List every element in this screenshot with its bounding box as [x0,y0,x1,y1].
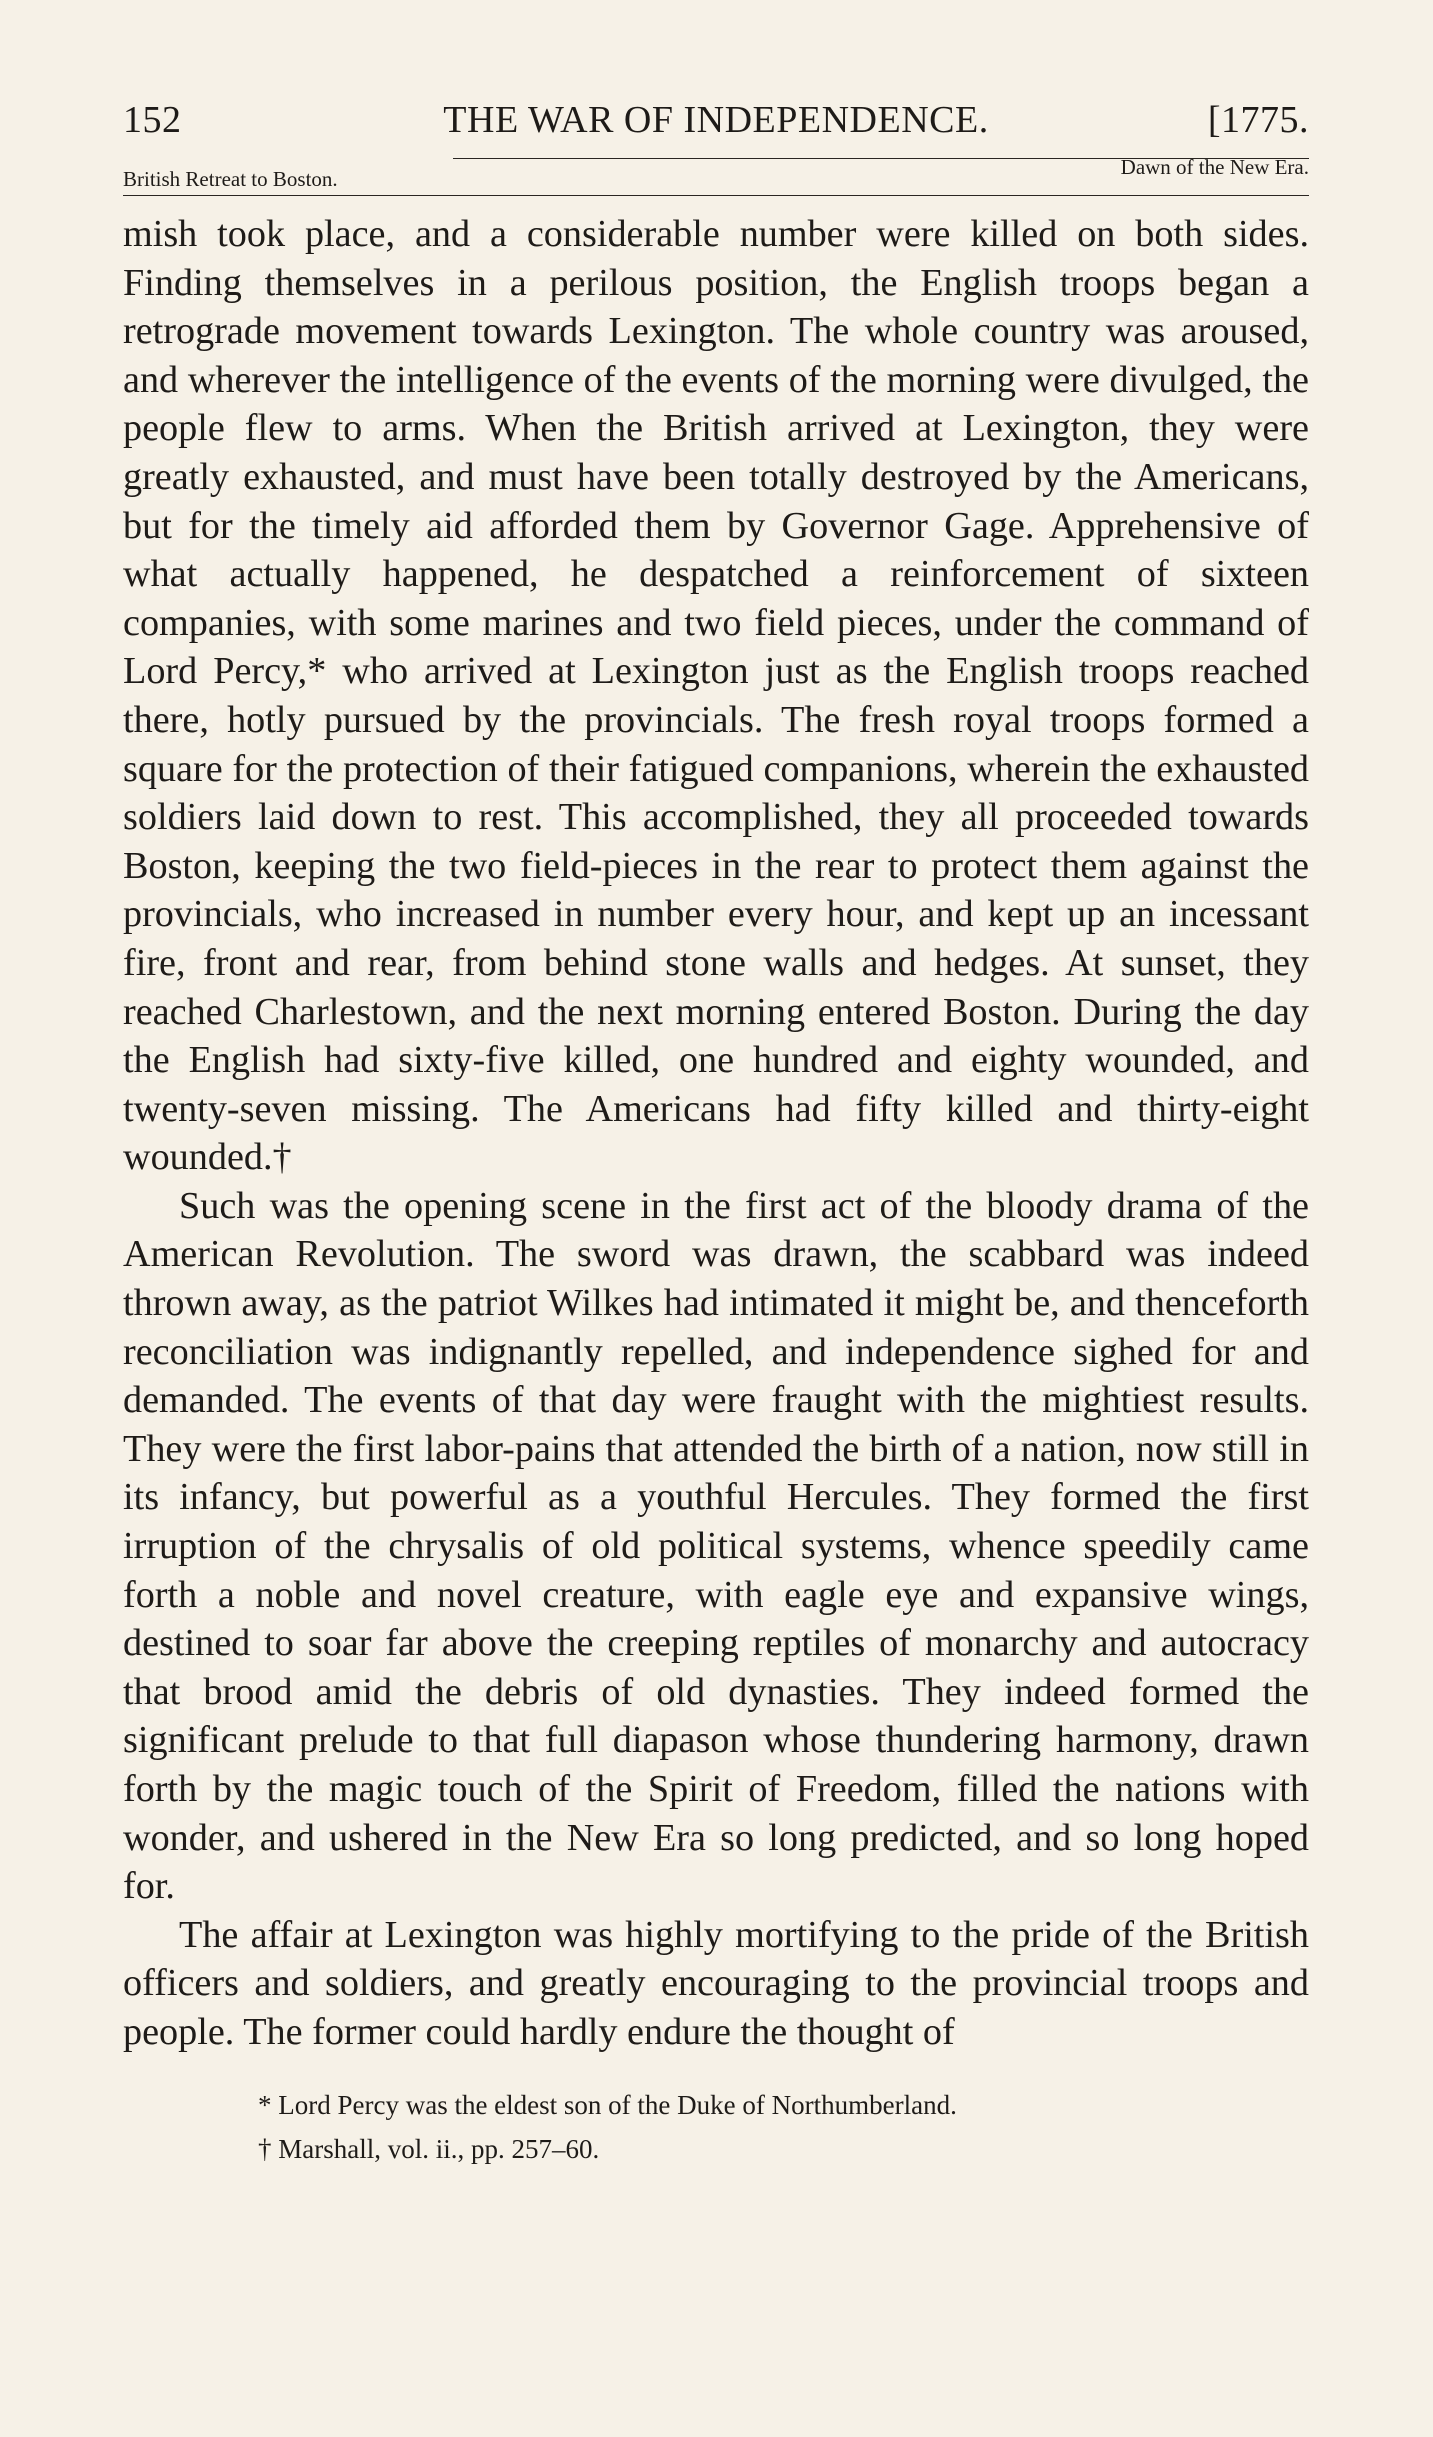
footnote-marshall: † Marshall, vol. ii., pp. 257–60. [258,2133,600,2164]
page-number: 152 [123,99,182,141]
subhead-left: British Retreat to Boston. [123,167,338,191]
paragraph-opening-scene: Such was the opening scene in the first act of the bloody drama of the American Revolution. The sword was drawn, the scabbard was indeed thrown away, as the patriot Wilkes had intimated it might be, and thenceforth reconciliation was indignantly repelled, and independence sighed for and demanded. The events of that day were fraught with the mightiest results. They were the first labor-pains that attended the birth of a nation, now still in its infancy, but powerful as a youthful Hercules. They formed the first irruption of the chrysalis of old political systems, whence speedily came forth a noble and novel creature, with eagle eye and expansive wings, destined to soar far above the creeping reptiles of monarchy and autocracy that brood amid the debris of old dynasties. They indeed formed the significant prelude to that full diapason whose thundering harmony, drawn forth by the magic touch of the Spirit of Freedom, filled the nations with wonder, and ushered in the New Era so long predicted, and so long hoped for. [123,1184,1309,1908]
footnotes [123,2083,1309,2171]
paragraph-lexington-affair: The affair at Lexington was highly mortifying to the pride of the British officers and soldiers, and greatly encouraging to the provincial troops and people. The former could hardly endure the thought of [123,1913,1309,2053]
body-text [123,210,1309,2057]
paragraph-continued: mish took place, and a considerable number were killed on both sides. Finding themselves in a perilous position, the English troops began a retrograde movement towards Lexington. The whole country was aroused, and wherever the intelligence of the events of the morning were divulged, the people flew to arms. When the British arrived at Lexington, they were greatly exhausted, and must have been totally destroyed by the Americans, but for the timely aid afforded them by Governor Gage. Apprehensive of what actually happened, he despatched a reinforcement of sixteen companies, with some marines and two field pieces, under the command of Lord Percy,* who arrived at Lexington just as the English troops reached there, hotly pursued by the provincials. The fresh royal troops formed a square for the protection of their fatigued companions, wherein the exhausted soldiers laid down to rest. This accomplished, they all proceeded towards Boston, keeping the two field-pieces in the rear to protect them against the provincials, who increased in number every hour, and kept up an incessant fire, front and rear, from behind stone walls and hedges. At sunset, they reached Charlestown, and the next morning entered Boston. During the day the English had sixty-five killed, one hundred and eighty wounded, and twenty-seven missing. The Americans had fifty killed and thirty-eight wounded.† [123,213,1309,1179]
running-head [123,98,1309,156]
running-title: THE WAR OF INDEPENDENCE. [443,99,989,141]
header-rule-bottom [123,195,1309,196]
section-subhead [123,155,1309,195]
subhead-right: Dawn of the New Era. [1120,155,1309,179]
book-page [123,98,1309,2171]
running-year: [1775. [1207,99,1309,141]
footnote-percy: * Lord Percy was the eldest son of the Duke of Northumberland. [258,2089,957,2120]
